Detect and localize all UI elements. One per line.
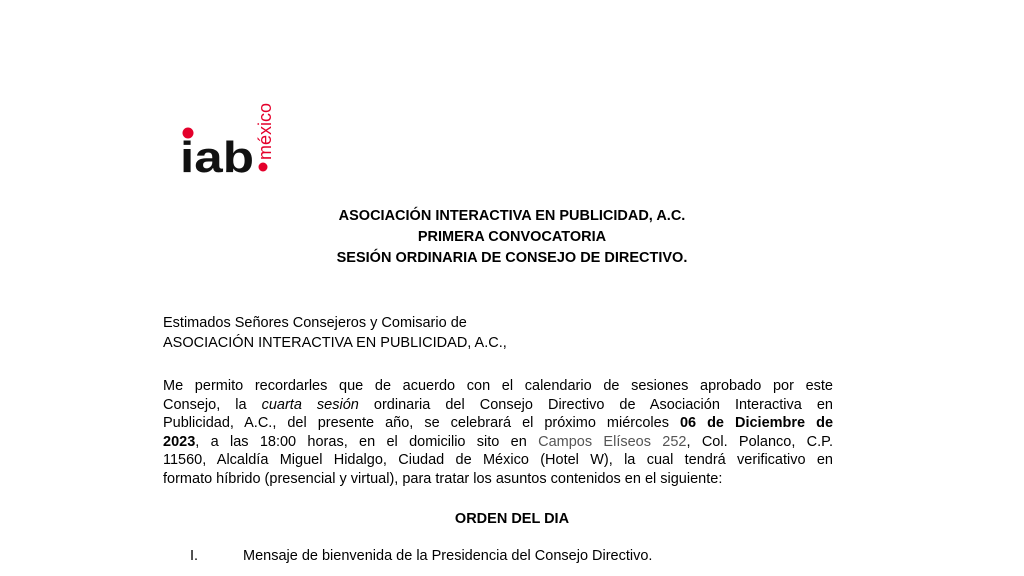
meeting-year: 2023 xyxy=(163,433,196,450)
greeting-line-1: Estimados Señores Consejeros y Comisario de xyxy=(163,315,467,331)
body-line-2 xyxy=(163,396,833,415)
body-text: formato híbrido (presencial y virtual), para tratar los asuntos contenidos en el siguiente: xyxy=(163,470,723,487)
body-text: Consejo, la xyxy=(163,396,262,413)
logo-dot-period xyxy=(259,163,268,172)
body-text: , a las 18:00 horas, en el domicilio sito en xyxy=(195,433,539,450)
address-street: Campos Elíseos 252 xyxy=(538,433,687,450)
greeting xyxy=(163,313,507,353)
greeting-line-2: ASOCIACIÓN INTERACTIVA EN PUBLICIDAD, A.C., xyxy=(163,335,507,351)
document-subtitle: PRIMERA CONVOCATORIA xyxy=(417,229,607,245)
body-paragraph xyxy=(163,377,833,488)
agenda-item-text: Mensaje de bienvenida de la Presidencia del Consejo Directivo. xyxy=(243,548,653,564)
body-text-italic: cuarta sesión xyxy=(261,396,359,413)
body-text: 11560, Alcaldía Miguel Hidalgo, Ciudad de México (Hotel W), la cual tendrá verificativo en xyxy=(163,452,833,468)
body-text: Publicidad, A.C., del presente año, se celebrará el próximo miércoles xyxy=(163,415,680,431)
agenda-title: ORDEN DEL DIA xyxy=(454,511,570,527)
document-title: ASOCIACIÓN INTERACTIVA EN PUBLICIDAD, A.C. xyxy=(338,208,686,224)
body-text: Me permito recordarles que de acuerdo con el calendario de sesiones aprobado por este xyxy=(163,378,833,394)
body-text: ordinaria del Consejo Directivo de Asociación Interactiva en xyxy=(358,396,833,413)
body-line-3 xyxy=(163,414,833,433)
agenda-item-number: I. xyxy=(190,548,199,564)
iab-mexico-logo xyxy=(180,92,280,182)
meeting-date: 06 de Diciembre de xyxy=(679,415,834,431)
body-line-5 xyxy=(163,451,833,470)
logo-text-sub: méxico xyxy=(255,102,275,160)
body-line-1 xyxy=(163,377,833,396)
document-session-type: SESIÓN ORDINARIA DE CONSEJO DE DIRECTIVO. xyxy=(336,250,688,266)
body-line-4 xyxy=(163,433,833,452)
logo-text-main: iab xyxy=(180,133,254,182)
body-text: , Col. Polanco, C.P. xyxy=(686,433,833,450)
body-line-6 xyxy=(163,470,833,489)
